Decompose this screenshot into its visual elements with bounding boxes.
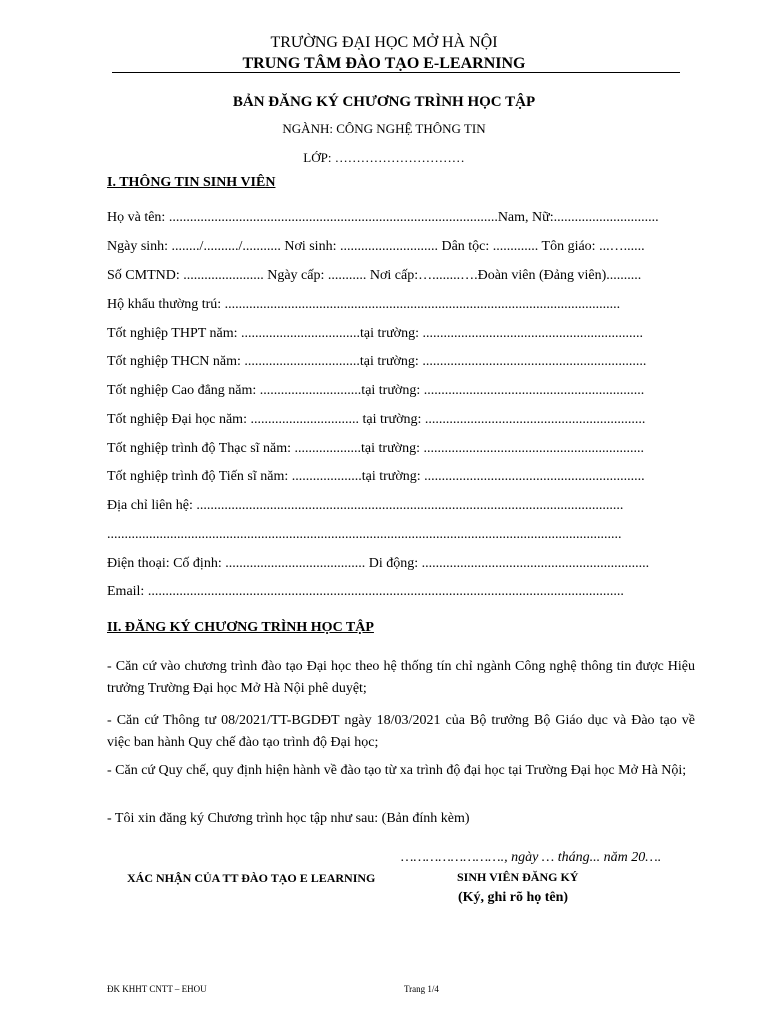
field-university: Tốt nghiệp Đại học năm: ............................... tại trường: ............................................................... [107,412,646,427]
paragraph-basis-program: - Căn cứ vào chương trình đào tạo Đại học theo hệ thống tín chỉ ngành Công nghệ thông tin được Hiệu trưởng Trường Đại học Mở Hà Nội phê duyệt; [107,659,695,696]
field-contact-address-cont: ................................................................................................................................................... [107,527,622,542]
footer-code: ĐK KHHT CNTT – EHOU [107,984,207,994]
paragraph-basis-circular: - Căn cứ Thông tư 08/2021/TT-BGDĐT ngày 18/03/2021 của Bộ trưởng Bộ Giáo dục và Đào tạo về việc ban hành Quy chế đào tạo trình độ Đại học; [107,713,695,750]
field-high-school: Tốt nghiệp THPT năm: ..................................tại trường: ............................................................... [107,326,643,341]
student-signature-label: SINH VIÊN ĐĂNG KÝ [457,870,579,884]
section-2-heading: II. ĐĂNG KÝ CHƯƠNG TRÌNH HỌC TẬP [107,620,374,635]
class-line: LỚP: ………………………… [303,150,465,165]
field-permanent-address: Hộ khẩu thường trú: ................................................................................................................. [107,297,621,312]
header-divider [112,72,680,73]
field-id-card: Số CMTND: ....................... Ngày cấp: ........... Nơi cấp:…........….Đoàn viên (Đảng viên).......... [107,268,642,283]
major-line: NGÀNH: CÔNG NGHỆ THÔNG TIN [282,121,486,136]
paragraph-basis-regulation: - Căn cứ Quy chế, quy định hiện hành về đào tạo từ xa trình độ đại học tại Trường Đại học Mở Hà Nội; [107,763,687,778]
field-doctorate: Tốt nghiệp trình độ Tiến sĩ năm: ....................tại trường: ............................................................... [107,469,645,484]
form-title: BẢN ĐĂNG KÝ CHƯƠNG TRÌNH HỌC TẬP [232,94,536,110]
signature-note: (Ký, ghi rõ họ tên) [458,890,569,905]
field-birth-info: Ngày sinh: ......../........../........... Nơi sinh: ............................ Dân tộc: ............. Tôn giáo: ...…...... [107,239,645,254]
field-full-name: Họ và tên: ..............................................................................................Nam, Nữ:.............................. [107,210,659,225]
field-contact-address: Địa chỉ liên hệ: .......................................................................................................................... [107,498,624,513]
field-college: Tốt nghiệp Cao đẳng năm: .............................tại trường: ............................................................... [107,383,645,398]
field-masters: Tốt nghiệp trình độ Thạc sĩ năm: ...................tại trường: ............................................................... [107,441,644,456]
section-1-heading: I. THÔNG TIN SINH VIÊN [107,175,276,190]
field-phone: Điện thoại: Cố định: ........................................ Di động: ................................................................. [107,556,650,571]
paragraph-registration: - Tôi xin đăng ký Chương trình học tập như sau: (Bản đính kèm) [107,811,470,826]
center-confirmation-label: XÁC NHẬN CỦA TT ĐÀO TẠO E LEARNING [127,871,376,885]
footer-page-number: Trang 1/4 [404,984,439,994]
date-line: ……………………., ngày … tháng... năm 20…. [401,850,662,865]
field-email: Email: ........................................................................................................................................ [107,584,624,599]
field-vocational-school: Tốt nghiệp THCN năm: .................................tại trường: ................................................................ [107,354,647,369]
center-name: TRUNG TÂM ĐÀO TẠO E-LEARNING [242,55,526,72]
university-name: TRƯỜNG ĐẠI HỌC MỞ HÀ NỘI [270,34,498,51]
